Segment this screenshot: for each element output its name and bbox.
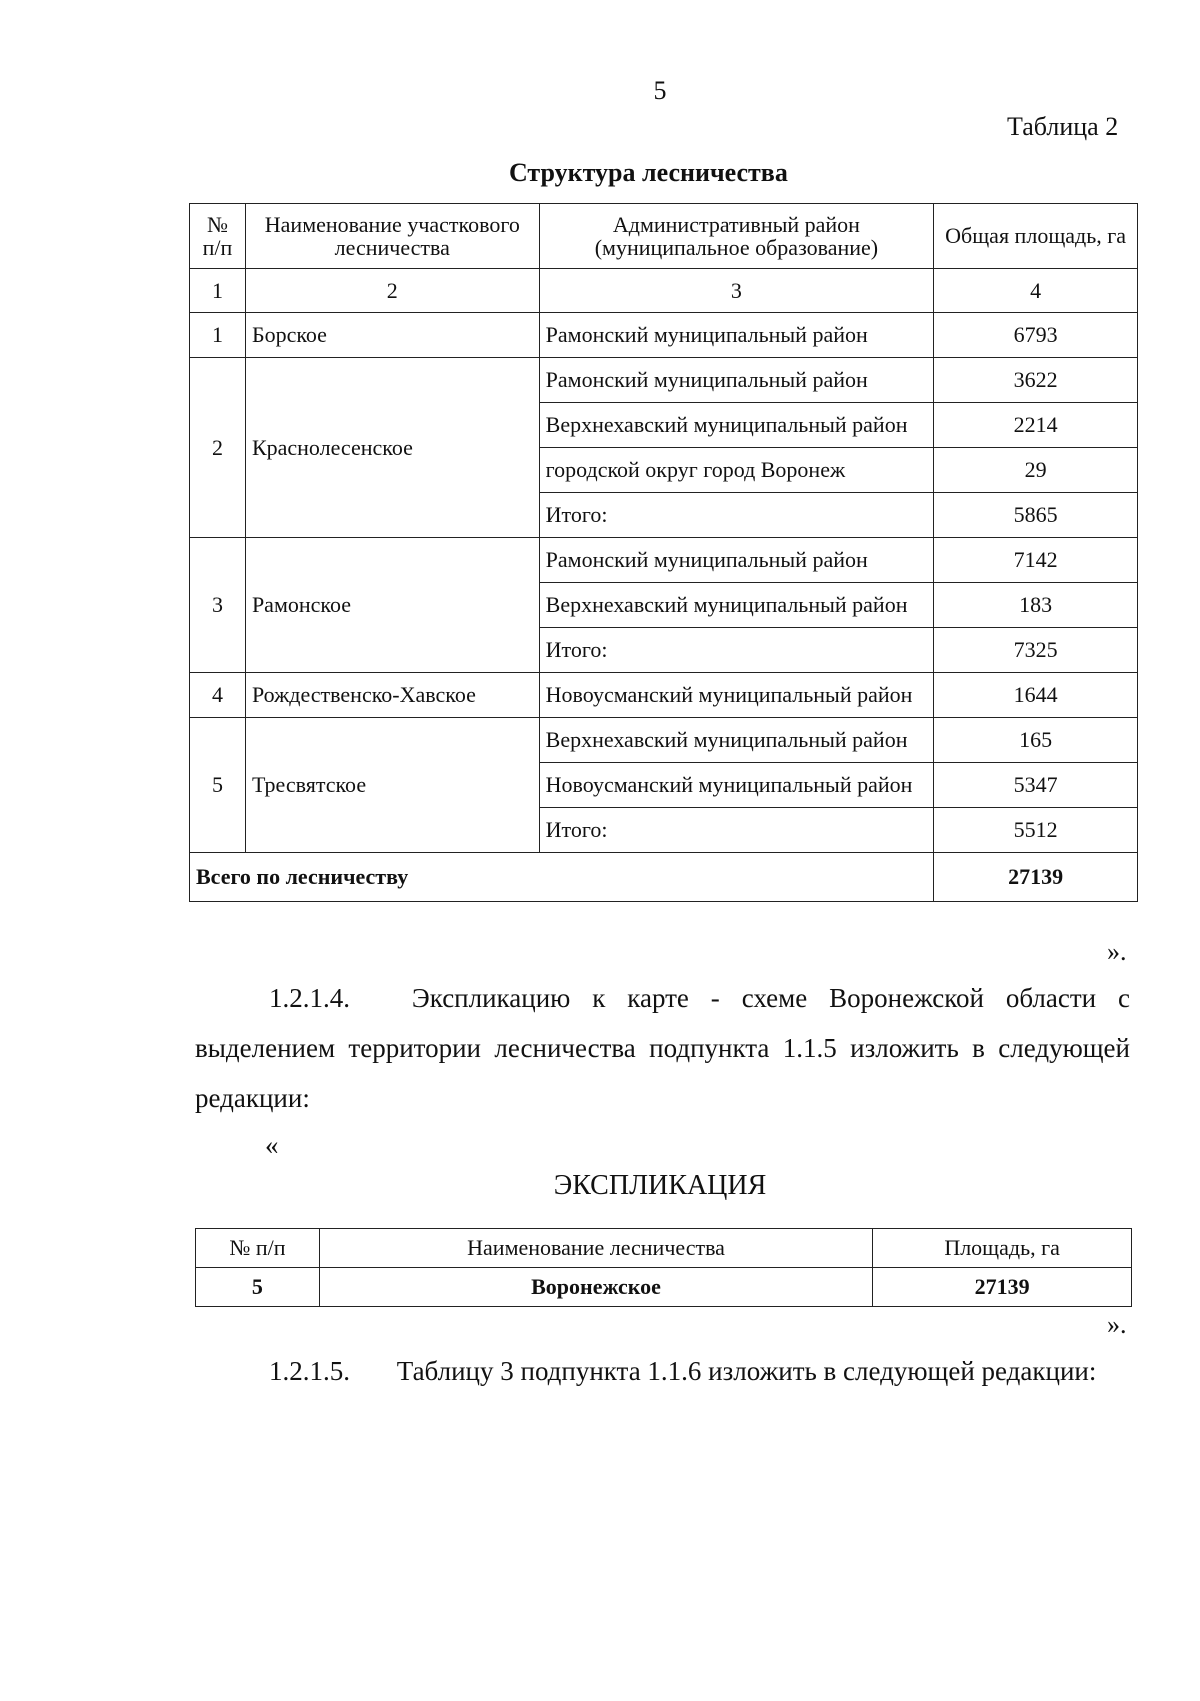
close-quote: ».: [1107, 937, 1127, 966]
area-cell: 183: [934, 583, 1138, 628]
district-cell: Рамонский муниципальный район: [539, 313, 934, 358]
row-number: 5: [196, 1268, 320, 1307]
row-number: 2: [190, 358, 246, 538]
table-row: [190, 673, 1138, 718]
header-cell: № п/п: [196, 1229, 320, 1268]
row-number: 5: [190, 718, 246, 853]
table-header-row: [190, 204, 1138, 269]
district-cell: городской округ город Воронеж: [539, 448, 934, 493]
header-cell: Площадь, га: [873, 1229, 1132, 1268]
header-cell: Общая площадь, га: [934, 204, 1138, 269]
forestry-name: Борское: [245, 313, 539, 358]
column-number: 4: [934, 269, 1138, 313]
district-cell: Верхнехавский муниципальный район: [539, 583, 934, 628]
paragraph-number: 1.2.1.4.: [269, 983, 350, 1013]
paragraph-text: Таблицу 3 подпункта 1.1.6 изложить в следующей редакции:: [396, 1356, 1097, 1386]
table-row: [190, 718, 1138, 763]
open-quote: «: [265, 1130, 279, 1160]
column-number-row: [190, 269, 1138, 313]
area-cell: 165: [934, 718, 1138, 763]
district-cell: Верхнехавский муниципальный район: [539, 403, 934, 448]
page-number: 5: [653, 76, 667, 105]
area-cell: 27139: [873, 1268, 1132, 1307]
paragraph-1-2-1-5: [195, 1346, 1130, 1396]
total-row: [190, 853, 1138, 902]
paragraph-1-2-1-4: [195, 973, 1130, 1123]
table-row: [190, 358, 1138, 403]
table-header-row: [196, 1229, 1132, 1268]
table-row: [190, 538, 1138, 583]
column-number: 2: [245, 269, 539, 313]
forestry-name: Краснолесенское: [245, 358, 539, 538]
area-cell: 6793: [934, 313, 1138, 358]
subtotal-label: Итого:: [539, 628, 934, 673]
column-number: 3: [539, 269, 934, 313]
forestry-name: Тресвятское: [245, 718, 539, 853]
subtotal-value: 7325: [934, 628, 1138, 673]
area-cell: 5347: [934, 763, 1138, 808]
row-number: 3: [190, 538, 246, 673]
area-cell: 3622: [934, 358, 1138, 403]
explication-table: [195, 1228, 1132, 1307]
header-cell: № п/п: [190, 204, 246, 269]
area-cell: 2214: [934, 403, 1138, 448]
subtotal-label: Итого:: [539, 808, 934, 853]
area-cell: 7142: [934, 538, 1138, 583]
row-number: 1: [190, 313, 246, 358]
table-title: Структура лесничества: [509, 158, 788, 187]
table-row: [196, 1268, 1132, 1307]
explication-title: ЭКСПЛИКАЦИЯ: [553, 1170, 767, 1201]
close-quote: ».: [1107, 1310, 1127, 1339]
area-cell: 29: [934, 448, 1138, 493]
paragraph-text: Экспликацию к карте - схеме Воронежской области с выделением территории лесничества подпункта 1.1.5 изложить в следующей редакции:: [195, 983, 1131, 1113]
area-cell: 1644: [934, 673, 1138, 718]
row-number: 4: [190, 673, 246, 718]
column-number: 1: [190, 269, 246, 313]
total-label: Всего по лесничеству: [190, 853, 934, 902]
forestry-name: Воронежское: [319, 1268, 872, 1307]
district-cell: Рамонский муниципальный район: [539, 538, 934, 583]
header-cell: Наименование лесничества: [319, 1229, 872, 1268]
subtotal-value: 5865: [934, 493, 1138, 538]
table-caption: Таблица 2: [1007, 112, 1119, 141]
paragraph-number: 1.2.1.5.: [269, 1356, 350, 1386]
header-cell: Административный район (муниципальное образование): [539, 204, 934, 269]
district-cell: Рамонский муниципальный район: [539, 358, 934, 403]
subtotal-value: 5512: [934, 808, 1138, 853]
district-cell: Верхнехавский муниципальный район: [539, 718, 934, 763]
district-cell: Новоусманский муниципальный район: [539, 763, 934, 808]
forestry-name: Рамонское: [245, 538, 539, 673]
table-row: [190, 313, 1138, 358]
subtotal-label: Итого:: [539, 493, 934, 538]
forestry-structure-table: [189, 203, 1138, 902]
total-value: 27139: [934, 853, 1138, 902]
forestry-name: Рождественско-Хавское: [245, 673, 539, 718]
district-cell: Новоусманский муниципальный район: [539, 673, 934, 718]
header-cell: Наименование участкового лесничества: [245, 204, 539, 269]
